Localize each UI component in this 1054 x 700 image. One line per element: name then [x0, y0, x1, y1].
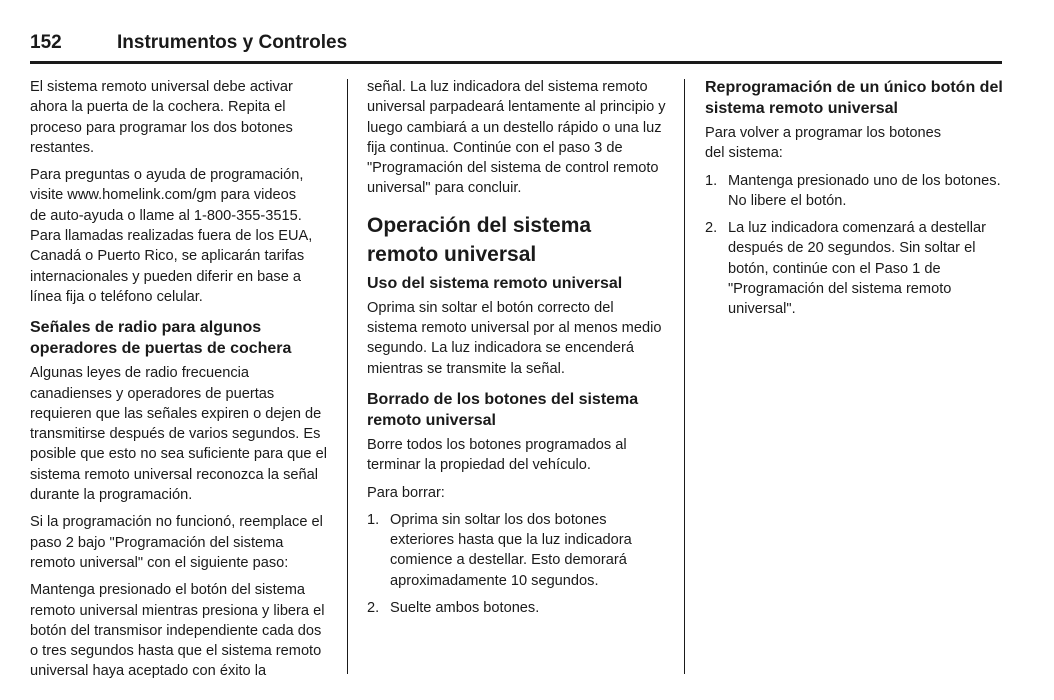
paragraph-help: Para preguntas o ayuda de programación, visite www.homelink.com/gm para videos de auto-ayuda o llame al 1-800-355-3515. Para llamadas realizadas fuera de los EUA, Canadá o Puerto Rico, se aplicarán tarifas internacionales y pueden diferir en base a línea fija o teléfono celular.	[30, 167, 313, 305]
paragraph-use-system: Oprima sin soltar el botón correcto del sistema remoto universal por al menos medio segundo. La luz indicadora se encenderá mientras se transmite la señal.	[367, 299, 662, 377]
paragraph-activation: El sistema remoto universal debe activar ahora la puerta de la cochera. Repita el proceso para programar los dos botones restantes.	[30, 79, 293, 156]
heading-use-system: Uso del sistema remoto universal	[367, 274, 623, 292]
step-text: Mantenga presionado uno de los botones. No libere el botón.	[728, 172, 1001, 209]
list-item	[705, 171, 1005, 212]
paragraph-radio-laws: Algunas leyes de radio frecuencia canadienses y operadores de puertas requieren que las señales expiren o dejen de transmitirse después de varios segundos. Es posible que esto no sea suficiente para que el sistema remoto universal reconozca la señal durante la programación.	[30, 365, 327, 504]
list-item	[367, 510, 667, 591]
page-number: 152	[30, 32, 62, 53]
running-title: Instrumentos y Controles	[117, 32, 348, 53]
column-3	[705, 77, 1005, 327]
reprogram-steps-list	[705, 171, 1005, 320]
paragraph-hold-button: Mantenga presionado el botón del sistema remoto universal mientras presiona y libera el botón del transmisor independiente cada dos o tres segundos hasta que el sistema remoto universal haya aceptado con éxito la	[30, 582, 325, 680]
paragraph-signal-continued: señal. La luz indicadora del sistema remoto universal parpadeará lentamente al principio y luego cambiará a un destello rápido o una luz fija continua. Continúe con el paso 3 de "Programación del sistema de control remoto universal" para concluir.	[367, 79, 666, 197]
list-item	[705, 218, 1005, 319]
list-item	[367, 598, 667, 618]
paragraph-to-erase: Para borrar:	[367, 484, 445, 501]
column-divider-2	[684, 79, 685, 674]
heading-reprogramming: Reprogramación de un único botón del sistema remoto universal	[705, 79, 1003, 117]
paragraph-erase-buttons: Borre todos los botones programados al terminar la propiedad del vehículo.	[367, 436, 627, 474]
column-1	[30, 77, 332, 689]
paragraph-reprogram-intro: Para volver a programar los botones del sistema:	[705, 125, 942, 162]
step-number: 2.	[367, 600, 380, 617]
step-number: 1.	[705, 172, 718, 189]
step-text: Suelte ambos botones.	[390, 600, 540, 617]
page-header	[30, 30, 1002, 60]
step-number: 1.	[367, 511, 380, 528]
column-2	[367, 77, 667, 625]
header-rule	[30, 61, 1002, 64]
column-divider-1	[347, 79, 348, 674]
paragraph-replace-step: Si la programación no funcionó, reemplace el paso 2 bajo "Programación del sistema remoto universal" con el siguiente paso:	[30, 514, 323, 571]
heading-radio-signals: Señales de radio para algunos operadores de puertas de cochera	[30, 319, 292, 358]
heading-erase-buttons: Borrado de los botones del sistema remoto universal	[367, 390, 639, 429]
erase-steps-list	[367, 510, 667, 618]
step-text: Oprima sin soltar los dos botones exteriores hasta que la luz indicadora comience a destellar. Esto demorará aproximadamente 10 segundos.	[390, 511, 632, 589]
step-number: 2.	[705, 220, 718, 237]
section-title-operation: Operación del sistema remoto universal	[367, 213, 592, 266]
step-text: La luz indicadora comenzará a destellar después de 20 segundos. Sin soltar el botón, continúe con el Paso 1 de "Programación del sistema remoto universal".	[728, 220, 986, 318]
